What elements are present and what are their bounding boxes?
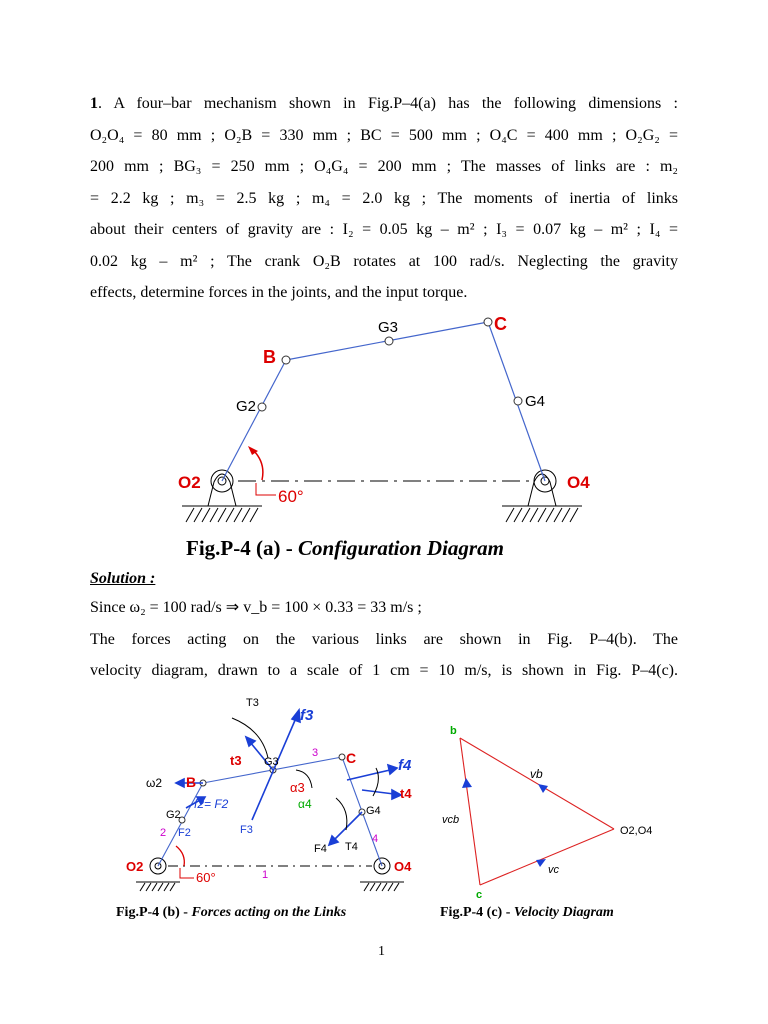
label-b-o4: O4 <box>394 859 412 874</box>
problem-line-3: 200 mm ; BG₃ = 250 mm ; O₄G₄ = 200 mm ; The masses of links are : m₂ <box>90 158 678 175</box>
label-T3: T3 <box>246 697 259 709</box>
solution-line-2: The forces acting on the various links are shown in Fig. P–4(b). The <box>90 630 678 648</box>
label-F3: F3 <box>240 824 253 836</box>
caption-fig-b: Fig.P-4 (b) - Forces acting on the Links <box>116 905 347 920</box>
problem-line-2: O₂O₄ = 80 mm ; O₂B = 330 mm ; BC = 500 mm ; O₄C = 400 mm ; O₂G₂ = <box>90 126 678 144</box>
label-c: C <box>494 314 507 334</box>
problem-line-5: about their centers of gravity are : I₂ = 0.05 kg – m² ; I₃ = 0.07 kg – m² ; I₄ = <box>90 221 678 238</box>
solution-line-1: Since ω₂ = 100 rad/s ⇒ v_b = 100 × 0.33 = 33 m/s ; <box>90 599 422 616</box>
label-f2-eq: f2= F2 <box>194 797 229 811</box>
label-link-2: 2 <box>160 827 167 839</box>
vel-line-vb <box>460 738 614 829</box>
vel-line-vcb <box>460 738 480 885</box>
label-b-g4: G4 <box>366 805 381 817</box>
label-b-b: B <box>186 774 197 790</box>
label-vel-o2o4: O2,O4 <box>620 825 653 837</box>
label-b-angle: 60° <box>196 870 216 885</box>
label-link-3: 3 <box>312 747 319 759</box>
label-F2: F2 <box>178 827 191 839</box>
label-b: B <box>263 347 276 367</box>
label-vel-vb: vb <box>530 767 543 781</box>
label-vel-vc: vc <box>548 864 559 876</box>
label-g4: G4 <box>525 393 546 410</box>
problem-line-1: 1. A four–bar mechanism shown in Fig.P–4(a) has the following dimensions : <box>90 95 679 112</box>
label-b-g2: G2 <box>166 809 181 821</box>
label-F4: F4 <box>314 843 327 855</box>
label-t4: t4 <box>400 786 412 801</box>
problem-line-6: 0.02 kg – m² ; The crank O₂B rotates at 100 rad/s. Neglecting the gravity <box>90 252 678 270</box>
label-b-g3: G3 <box>264 756 279 768</box>
caption-fig-c: Fig.P-4 (c) - Velocity Diagram <box>440 905 614 920</box>
label-g3: G3 <box>378 319 399 336</box>
vc-arrow-icon <box>536 859 546 867</box>
problem-line-4: = 2.2 kg ; m₃ = 2.5 kg ; m₄ = 2.0 kg ; The moments of inertia of links <box>90 189 678 207</box>
page-number: 1 <box>378 944 385 959</box>
label-vel-c: c <box>476 889 483 901</box>
label-link-1: 1 <box>262 869 269 881</box>
label-alpha3: α3 <box>290 780 305 795</box>
vel-line-vc <box>480 829 614 885</box>
vcb-arrow-icon <box>462 778 472 788</box>
label-link-4: 4 <box>372 833 379 845</box>
problem-number: 1 <box>90 95 98 112</box>
label-angle: 60° <box>278 487 304 506</box>
label-omega2: ω2 <box>146 776 163 790</box>
label-t3: t3 <box>230 753 242 768</box>
label-g2: G2 <box>236 398 257 415</box>
label-b-c: C <box>346 750 357 766</box>
problem-line-7: effects, determine forces in the joints, and the input torque. <box>90 284 468 301</box>
solution-heading: Solution : <box>90 570 156 587</box>
label-f4: f4 <box>398 757 412 774</box>
solution-line-3: velocity diagram, drawn to a scale of 1 cm = 10 m/s, is shown in Fig. P–4(c). <box>90 662 678 679</box>
label-o4: O4 <box>567 473 590 492</box>
label-vel-b: b <box>450 725 457 737</box>
label-vel-vcb: vcb <box>442 814 460 826</box>
label-b-o2: O2 <box>126 859 144 874</box>
label-alpha4: α4 <box>298 797 312 811</box>
label-T4: T4 <box>345 841 358 853</box>
label-f3: f3 <box>300 707 314 724</box>
label-o2: O2 <box>178 473 201 492</box>
caption-fig-a: Fig.P-4 (a) - Configuration Diagram <box>186 536 504 560</box>
